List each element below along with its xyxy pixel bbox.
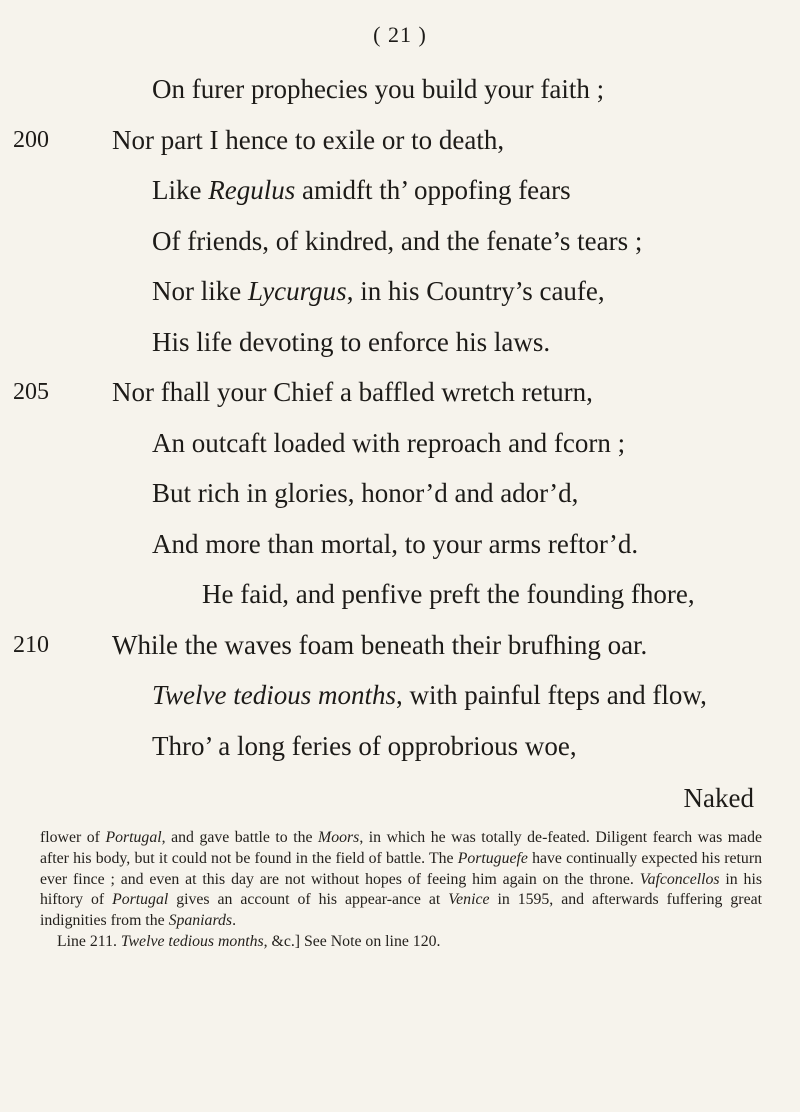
footnote-paragraph: flower of Portugal, and gave battle to the Moors, in which he was totally de-feated. Diligent fearch was made after his body, but it could not be found in the field of battle. The Portuguefe have continually expected his return ever fince ; and even at this day are not without hopes of feeing him again on the throne. Vafconcellos in his hiftory of Portugal gives an account of his appear-ance at Venice in 1595, and afterwards fuffering great indignities from the Spaniards. xyxy=(40,829,762,930)
verse-line xyxy=(0,165,800,216)
verse-line xyxy=(0,216,800,267)
verse-line xyxy=(0,367,800,418)
verse-text: While the waves foam beneath their brufhing oar. xyxy=(112,629,648,660)
verse-text: But rich in glories, honor’d and ador’d, xyxy=(152,478,579,508)
verse-line xyxy=(0,670,800,721)
line-number: 205 xyxy=(13,379,49,405)
verse-text: On furer prophecies you build your faith ; xyxy=(152,74,605,104)
verse-line xyxy=(0,620,800,671)
verse-line xyxy=(0,266,800,317)
verse-text: Nor part I hence to exile or to death, xyxy=(112,124,505,155)
verse-line xyxy=(0,519,800,570)
page-number: ( 21 ) xyxy=(373,22,427,47)
verse-text: Nor fhall your Chief a baffled wretch return, xyxy=(112,377,593,407)
verse-text: Thro’ a long feries of opprobrious woe, xyxy=(152,730,577,761)
verse-text: Like Regulus amidft th’ oppofing fears xyxy=(152,175,571,205)
verse-text: Nor like Lycurgus, in his Country’s caufe, xyxy=(152,276,605,306)
line-number: 210 xyxy=(13,631,49,658)
verse-text: An outcaft loaded with reproach and fcorn ; xyxy=(152,427,626,458)
verse-text: And more than mortal, to your arms reftor’d. xyxy=(152,528,639,559)
footnote-line-reference: Line 211. Twelve tedious months, &c.] See Note on line 120. xyxy=(57,932,441,950)
verse-line xyxy=(0,721,800,772)
verse-line xyxy=(0,115,800,166)
footnotes xyxy=(40,828,762,953)
verse-line xyxy=(0,569,800,620)
line-number: 200 xyxy=(13,126,49,153)
verse-text: Twelve tedious months, with painful fteps and flow, xyxy=(152,680,707,710)
verse-line xyxy=(0,64,800,115)
verse-text: His life devoting to enforce his laws. xyxy=(152,326,551,357)
verse-line xyxy=(0,468,800,519)
verse-line xyxy=(0,418,800,469)
verse-line xyxy=(0,317,800,368)
catchword-row xyxy=(0,771,800,825)
verse-block xyxy=(0,64,800,825)
catchword: Naked xyxy=(683,783,754,813)
verse-text: He faid, and penfive preft the founding fhore, xyxy=(202,579,695,609)
verse-text: Of friends, of kindred, and the fenate’s tears ; xyxy=(152,225,643,256)
